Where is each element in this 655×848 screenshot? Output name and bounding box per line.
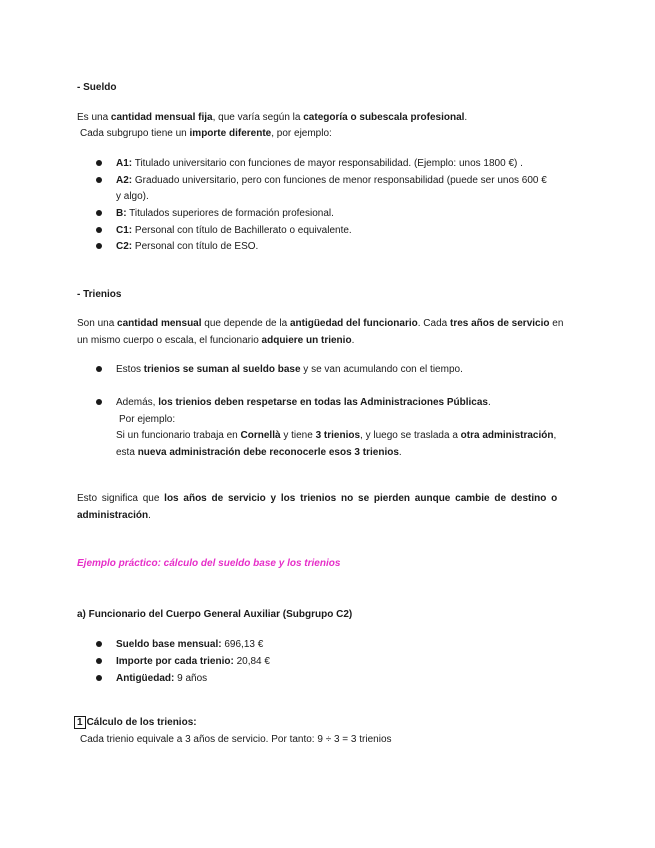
text-run: y se van acumulando con el tiempo. xyxy=(300,364,463,375)
text-run-bold: nueva administración debe reconocerle esos 3 trienios xyxy=(137,447,399,458)
bullet-icon xyxy=(96,658,102,664)
text-run-bold: categoría o subescala profesional xyxy=(303,112,465,123)
item-text: Graduado universitario, pero con funciones de menor responsabilidad (puede ser unos 600 € xyxy=(132,175,547,186)
text-run: Es una xyxy=(77,112,111,123)
list-item xyxy=(116,638,263,651)
sueldo-paragraph-1 xyxy=(77,111,467,124)
item-text: Personal con título de Bachillerato o equivalente. xyxy=(132,225,352,236)
trienios-paragraph-line-1 xyxy=(77,317,563,330)
item-code: A1: xyxy=(116,158,133,169)
item-code: B: xyxy=(116,208,127,219)
step-text: Cada trienio equivale a 3 años de servicio. Por tanto: 9 ÷ 3 = 3 trienios xyxy=(80,734,392,745)
bullet-icon xyxy=(96,366,102,372)
list-item xyxy=(116,363,463,376)
list-item xyxy=(116,157,523,170)
sueldo-heading: - Sueldo xyxy=(77,82,117,93)
item-code: C1: xyxy=(116,225,133,236)
text-run: , que varía según la xyxy=(212,112,304,123)
bullet-icon xyxy=(96,675,102,681)
item-value: 9 años xyxy=(174,673,208,684)
item-text: Personal con título de ESO. xyxy=(132,241,259,252)
text-run: . xyxy=(351,335,355,346)
example-title: Ejemplo práctico: cálculo del sueldo base y los trienios xyxy=(77,558,341,569)
item-code: C2: xyxy=(116,241,133,252)
text-run: . xyxy=(398,447,402,458)
text-run-bold: administración xyxy=(77,510,149,521)
list-item xyxy=(116,207,334,220)
text-run-bold: cantidad mensual xyxy=(117,318,202,329)
text-run: que depende de la xyxy=(201,318,290,329)
text-run: y tiene xyxy=(280,430,316,441)
text-run: Si un funcionario trabaja en xyxy=(116,430,241,441)
item-value: 20,84 € xyxy=(233,656,270,667)
bullet-icon xyxy=(96,641,102,647)
text-run-bold: cantidad mensual fija xyxy=(110,112,213,123)
text-run: Cada subgrupo tiene un xyxy=(80,128,190,139)
item-label: Sueldo base mensual: xyxy=(116,639,222,650)
text-run: , por ejemplo: xyxy=(271,128,332,139)
example-line-2 xyxy=(116,446,402,459)
bullet-icon xyxy=(96,243,102,249)
conclusion-line-2 xyxy=(77,509,151,522)
trienios-paragraph-line-2 xyxy=(77,334,354,347)
text-run-bold: antigüedad del funcionario xyxy=(289,318,418,329)
text-run-bold: los trienios deben respetarse en todas las Administraciones Públicas xyxy=(158,397,488,408)
text-run: Son una xyxy=(77,318,118,329)
text-run-bold: Cornellà xyxy=(240,430,281,441)
text-run-bold: tres años de servicio xyxy=(449,318,550,329)
text-run: , y luego se traslada a xyxy=(360,430,461,441)
step-heading xyxy=(74,716,197,729)
text-run-bold: importe diferente xyxy=(189,128,272,139)
item-code: A2: xyxy=(116,175,133,186)
example-line-1 xyxy=(116,429,556,442)
list-item-continuation: y algo). xyxy=(116,191,149,202)
step-title: Cálculo de los trienios: xyxy=(86,717,197,728)
list-item xyxy=(116,655,270,668)
item-label: Antigüedad: xyxy=(116,673,175,684)
text-run: . Cada xyxy=(417,318,450,329)
text-run: . xyxy=(148,510,151,521)
text-run-bold: otra administración xyxy=(460,430,554,441)
text-run: , xyxy=(553,430,557,441)
item-label: Importe por cada trienio: xyxy=(116,656,234,667)
bullet-icon xyxy=(96,177,102,183)
list-item xyxy=(116,672,207,685)
example-subtitle: a) Funcionario del Cuerpo General Auxiliar (Subgrupo C2) xyxy=(77,609,353,620)
list-item xyxy=(116,224,352,237)
list-item xyxy=(116,240,258,253)
bullet-icon xyxy=(96,227,102,233)
text-run-bold: adquiere un trienio xyxy=(261,335,352,346)
sueldo-paragraph-2 xyxy=(80,127,332,140)
text-run: Estos xyxy=(116,364,144,375)
text-run-bold: los años de servicio y los trienios no se pierden aunque cambie de destino o xyxy=(164,493,558,504)
bullet-icon xyxy=(96,160,102,166)
text-run: Esto significa que xyxy=(77,493,165,504)
list-item xyxy=(116,396,491,409)
text-run: en xyxy=(549,318,564,329)
text-run-bold: 3 trienios xyxy=(315,430,361,441)
trienios-heading: - Trienios xyxy=(77,289,122,300)
item-text: Titulados superiores de formación profesional. xyxy=(126,208,334,219)
example-label: Por ejemplo: xyxy=(119,414,176,425)
bullet-icon xyxy=(96,210,102,216)
text-run: un mismo cuerpo o escala, el funcionario xyxy=(77,335,262,346)
step-number-badge: 1 xyxy=(74,716,86,729)
text-run: Además, xyxy=(116,397,159,408)
bullet-icon xyxy=(96,399,102,405)
list-item xyxy=(116,174,547,187)
text-run-bold: trienios se suman al sueldo base xyxy=(143,364,301,375)
conclusion-line-1 xyxy=(77,492,557,505)
text-run: . xyxy=(464,112,468,123)
item-text: Titulado universitario con funciones de mayor responsabilidad. (Ejemplo: unos 1800 €) . xyxy=(132,158,523,169)
text-run: esta xyxy=(116,447,138,458)
text-run: . xyxy=(488,397,491,408)
item-value: 696,13 € xyxy=(221,639,264,650)
